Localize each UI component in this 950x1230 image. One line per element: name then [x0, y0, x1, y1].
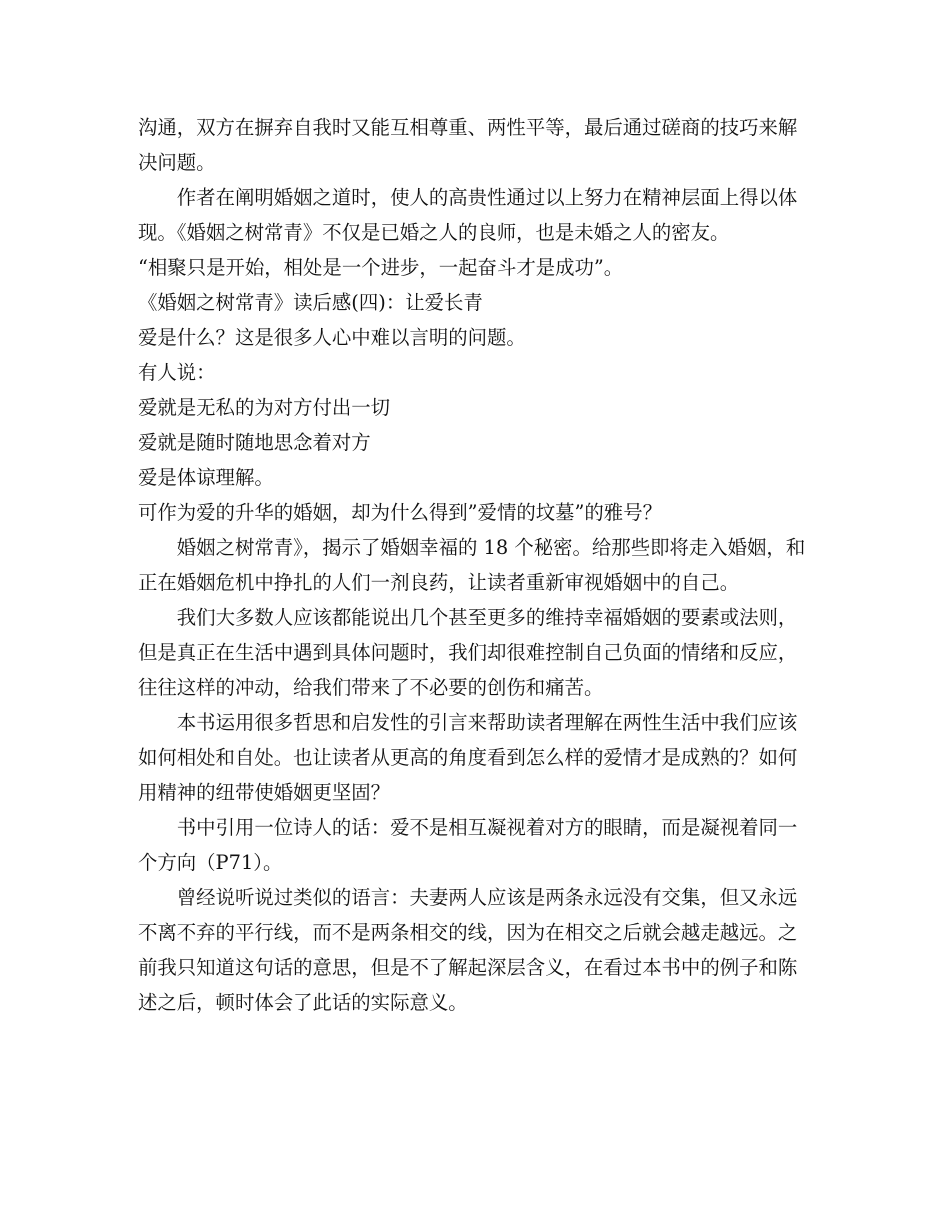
paragraph-parallel-lines: 曾经说听说过类似的语言：夫妻两人应该是两条永远没有交集，但又永远不离不弃的平行线，而不是两条相交的线，因为在相交之后就会越走越远。之前我只知道这句话的意思，但是不了解起深层含义，在看过本书中的例子和陈述之后，顿时体会了此话的实际意义。: [138, 886, 798, 1014]
paragraph-question: 爱是什么？这是很多人心中难以言明的问题。: [138, 326, 526, 349]
document-body: [138, 110, 814, 1020]
paragraph-marriage-question: 可作为爱的升华的婚姻，却为什么得到”爱情的坟墓”的雅号？: [138, 501, 662, 524]
paragraph-1: 沟通，双方在摒弃自我时又能互相尊重、两性平等，最后通过磋商的技巧来解决问题。: [138, 116, 798, 174]
paragraph-book-quotes: 本书运用很多哲思和启发性的引言来帮助读者理解在两性生活中我们应该如何相处和自处。也让读者从更高的角度看到怎么样的爱情才是成熟的？如何用精神的纽带使婚姻更坚固？: [138, 711, 798, 804]
paragraph-some-say: 有人说：: [138, 361, 216, 384]
paragraph-secrets: 婚姻之树常青》，揭示了婚姻幸福的 18 个秘密。给那些即将走入婚姻，和正在婚姻危机中挣扎的人们一剂良药，让读者重新审视婚姻中的自己。: [138, 536, 806, 594]
love-definition-2: 爱就是随时随地思念着对方: [138, 431, 371, 454]
love-definition-1: 爱就是无私的为对方付出一切: [138, 396, 391, 419]
paragraph-rules: 我们大多数人应该都能说出几个甚至更多的维持幸福婚姻的要素或法则，但是真正在生活中遇到具体问题时，我们却很难控制自己负面的情绪和反应，往往这样的冲动，给我们带来了不必要的创伤和痛苦。: [138, 606, 798, 699]
section-heading: 《婚姻之树常青》读后感(四)：让爱长青: [138, 291, 483, 314]
paragraph-poet-quote: 书中引用一位诗人的话：爱不是相互凝视着对方的眼睛，而是凝视着同一个方向（P71）。: [138, 816, 798, 874]
love-definition-3: 爱是体谅理解。: [138, 466, 274, 489]
paragraph-2: 作者在阐明婚姻之道时，使人的高贵性通过以上努力在精神层面上得以体现。《婚姻之树常青》不仅是已婚之人的良师，也是未婚之人的密友。: [138, 186, 798, 244]
quote-line: “相聚只是开始，相处是一个进步，一起奋斗才是成功”。: [138, 256, 624, 279]
